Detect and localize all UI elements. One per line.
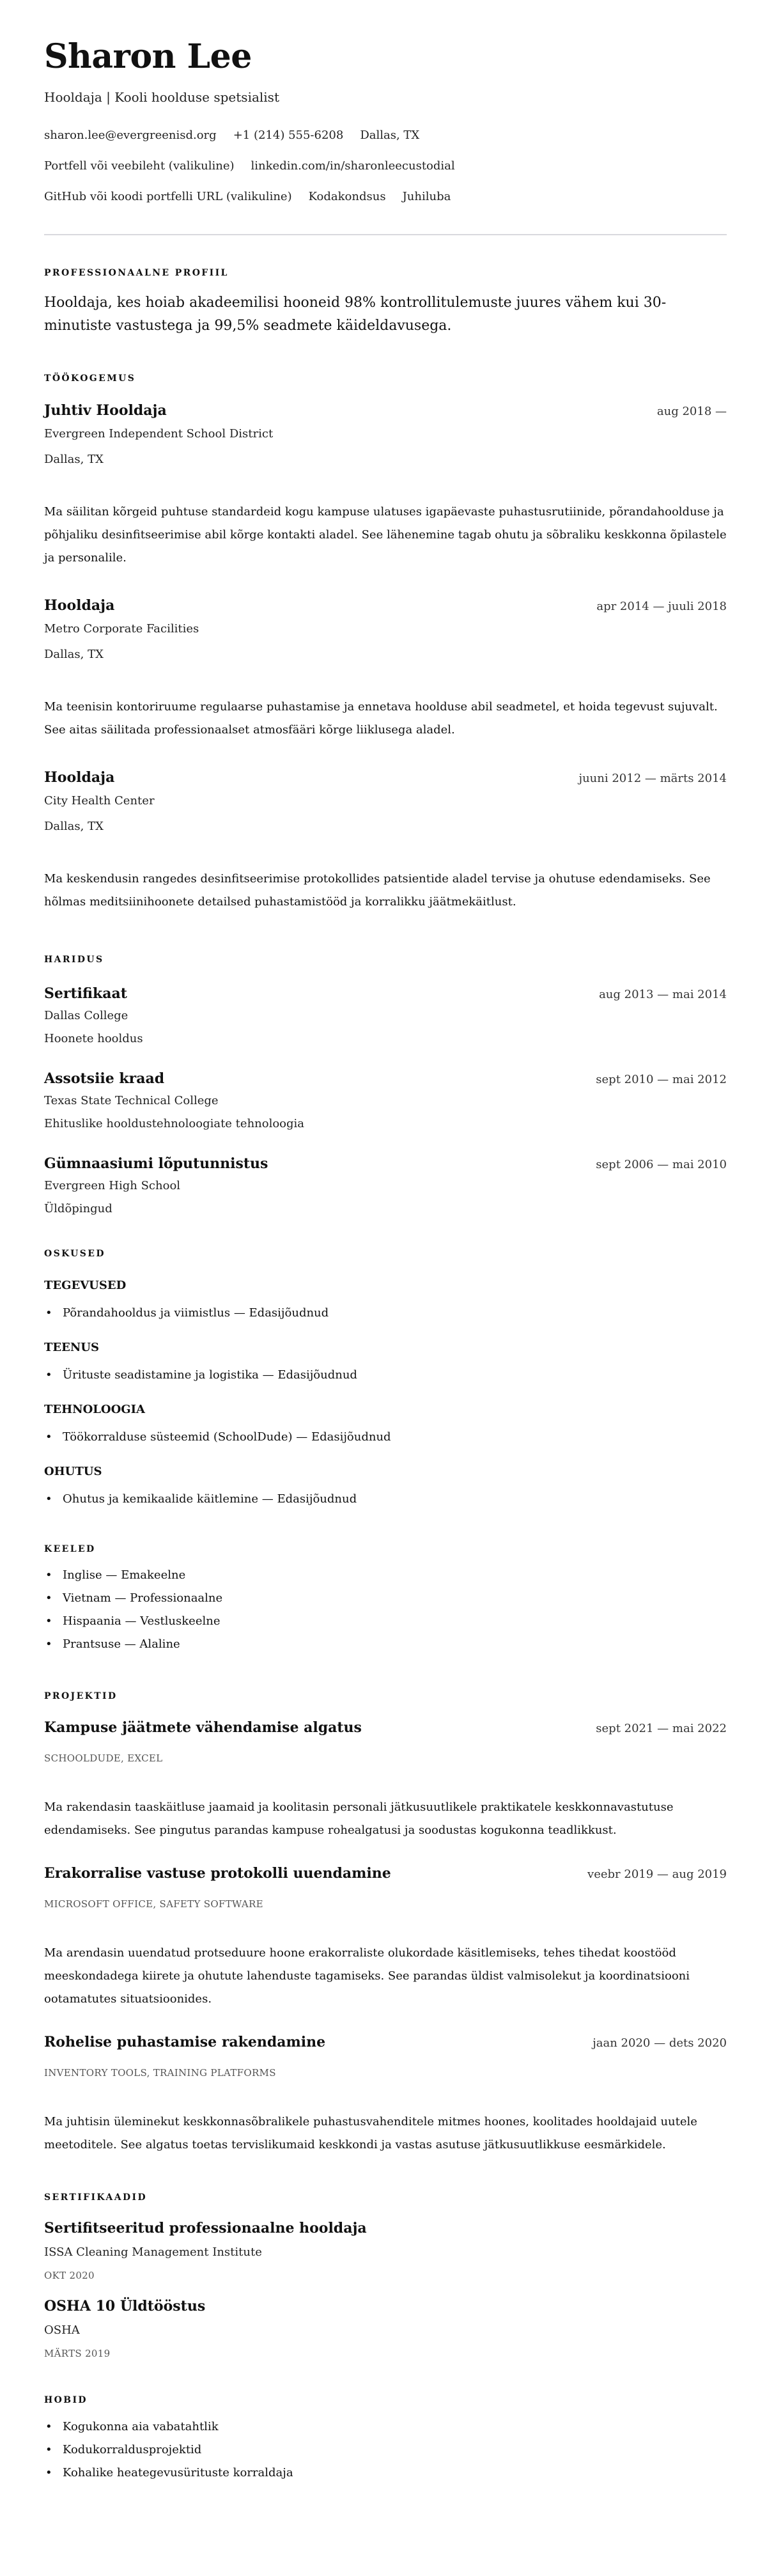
school-name: Evergreen High School bbox=[44, 1179, 181, 1192]
location: Dallas, TX bbox=[360, 129, 420, 142]
experience-entry bbox=[44, 596, 727, 742]
skill-item: • Töökorralduse süsteemid (SchoolDude) — Edasijõudnud bbox=[44, 1429, 727, 1446]
project-tech: INVENTORY TOOLS, TRAINING PLATFORMS bbox=[44, 2067, 276, 2079]
education-section bbox=[44, 953, 727, 1217]
certification-issuer: ISSA Cleaning Management Institute bbox=[44, 2245, 262, 2259]
drivers-license: Juhiluba bbox=[402, 190, 451, 203]
job-title: Hooldaja bbox=[44, 769, 115, 786]
skill-group bbox=[44, 1340, 727, 1384]
school-name: Dallas College bbox=[44, 1009, 128, 1022]
section-heading: KEELED bbox=[44, 1544, 96, 1554]
project-tech: SCHOOLDUDE, EXCEL bbox=[44, 1752, 163, 1764]
contact-row bbox=[44, 159, 727, 174]
project-dates: sept 2021 — mai 2022 bbox=[596, 1722, 727, 1735]
section-heading: PROJEKTID bbox=[44, 1691, 118, 1701]
education-entry bbox=[44, 1154, 727, 1217]
certification-title: OSHA 10 Üldtööstus bbox=[44, 2298, 206, 2314]
phone-number[interactable]: +1 (214) 555-6208 bbox=[233, 129, 344, 142]
job-location: Dallas, TX bbox=[44, 820, 104, 833]
hobby-item: • Kohalike heategevusürituste korraldaja bbox=[44, 2465, 727, 2481]
skill-group bbox=[44, 1402, 727, 1446]
skill-group-title: TEHNOLOOGIA bbox=[44, 1403, 146, 1416]
hobby-item: • Kodukorraldusprojektid bbox=[44, 2442, 727, 2458]
project-description: Ma juhtisin üleminekut keskkonnasõbralikele puhastusvahenditele mitmes hoones, koolitades hooldajaid uutele meetoditele. See algatus toetas tervislikumaid keskkondi ja vastas asutuse jätkusuutlikkuse eesmärkidele. bbox=[44, 2115, 697, 2151]
section-heading: OSKUSED bbox=[44, 1249, 105, 1259]
education-dates: aug 2013 — mai 2014 bbox=[599, 988, 727, 1001]
projects-section bbox=[44, 1690, 727, 2157]
skill-item: • Ohutus ja kemikaalide käitlemine — Edasijõudnud bbox=[44, 1491, 727, 1508]
field-of-study: Ehituslike hooldustehnoloogiate tehnoloogia bbox=[44, 1117, 305, 1130]
section-heading: PROFESSIONAALNE PROFIIL bbox=[44, 268, 229, 278]
company-name: Evergreen Independent School District bbox=[44, 427, 274, 441]
job-location: Dallas, TX bbox=[44, 453, 104, 466]
project-description: Ma rakendasin taaskäitluse jaamaid ja koolitasin personali jätkusuutlikele praktikatele keskkonnavastutuse edendamiseks. See pingutus parandas kampuse rohealgatusi ja soodustas kogukonna teadlikkust. bbox=[44, 1800, 674, 1837]
section-heading: TÖÖKOGEMUS bbox=[44, 373, 136, 384]
skill-group-title: TEGEVUSED bbox=[44, 1279, 127, 1292]
job-description: Ma säilitan kõrgeid puhtuse standardeid kogu kampuse ulatuses igapäevaste puhastusrutiinide, põrandahoolduse ja põhjaliku desinfitseerimise abil kõrge kontakti aladel. See lähenemine tagab ohutu ja sõbraliku keskkonna õpilastele ja personalile. bbox=[44, 505, 727, 565]
project-tech: MICROSOFT OFFICE, SAFETY SOFTWARE bbox=[44, 1898, 263, 1910]
section-heading: SERTIFIKAADID bbox=[44, 2192, 147, 2203]
header-divider bbox=[44, 234, 727, 235]
skill-item: • Ürituste seadistamine ja logistika — Edasijõudnud bbox=[44, 1367, 727, 1384]
email-link[interactable]: sharon.lee@evergreenisd.org bbox=[44, 129, 217, 142]
field-of-study: Üldõpingud bbox=[44, 1202, 112, 1215]
skill-group bbox=[44, 1278, 727, 1322]
certification-entry bbox=[44, 2297, 727, 2360]
contact-row bbox=[44, 128, 727, 143]
candidate-subtitle: Hooldaja | Kooli hoolduse spetsialist bbox=[44, 90, 279, 105]
hobby-item: • Kogukonna aia vabatahtlik bbox=[44, 2419, 727, 2435]
experience-section bbox=[44, 372, 727, 914]
skill-item: • Põrandahooldus ja viimistlus — Edasijõudnud bbox=[44, 1305, 727, 1322]
section-heading: HARIDUS bbox=[44, 955, 104, 965]
job-dates: aug 2018 — bbox=[656, 405, 727, 418]
skill-group-title: OHUTUS bbox=[44, 1465, 102, 1478]
hobbies-section bbox=[44, 2394, 727, 2481]
profile-section bbox=[44, 267, 727, 338]
language-item: • Vietnam — Professionaalne bbox=[44, 1590, 727, 1607]
linkedin-link[interactable]: linkedin.com/in/sharonleecustodial bbox=[251, 159, 455, 173]
education-dates: sept 2010 — mai 2012 bbox=[596, 1073, 727, 1086]
job-location: Dallas, TX bbox=[44, 648, 104, 661]
education-dates: sept 2006 — mai 2010 bbox=[596, 1158, 727, 1171]
project-dates: jaan 2020 — dets 2020 bbox=[593, 2036, 727, 2050]
project-title: Rohelise puhastamise rakendamine bbox=[44, 2034, 326, 2050]
languages-section bbox=[44, 1543, 727, 1653]
language-item: • Hispaania — Vestluskeelne bbox=[44, 1613, 727, 1630]
degree-title: Sertifikaat bbox=[44, 985, 127, 1002]
job-dates: apr 2014 — juuli 2018 bbox=[596, 600, 727, 613]
education-entry bbox=[44, 1069, 727, 1132]
language-item: • Prantsuse — Alaline bbox=[44, 1636, 727, 1653]
skill-group-title: TEENUS bbox=[44, 1341, 99, 1354]
resume-header bbox=[44, 38, 727, 205]
project-entry bbox=[44, 1864, 727, 2011]
job-description: Ma keskendusin rangedes desinfitseerimise protokollides patsientide aladel tervise ja ohutuse edendamiseks. See hõlmas meditsiinihoonete detailsed puhastamistööd ja korralikku jäätmekäitlust. bbox=[44, 872, 711, 909]
skills-section bbox=[44, 1247, 727, 1508]
contact-row bbox=[44, 189, 727, 205]
certification-title: Sertifitseeritud professionaalne hooldaja bbox=[44, 2220, 367, 2236]
github-link[interactable]: GitHub või koodi portfelli URL (valikuline) bbox=[44, 190, 292, 203]
certifications-section bbox=[44, 2191, 727, 2360]
certification-date: MÄRTS 2019 bbox=[44, 2348, 111, 2359]
certification-entry bbox=[44, 2219, 727, 2282]
company-name: Metro Corporate Facilities bbox=[44, 622, 199, 636]
degree-title: Gümnaasiumi lõputunnistus bbox=[44, 1155, 268, 1172]
project-description: Ma arendasin uuendatud protseduure hoone erakorraliste olukordade käsitlemiseks, tehes tihedat koostööd meeskondadega kiirete ja ohutute lahenduste tagamiseks. See parandas üldist valmisolekut ja koordinatsiooni ootamatutes situatsioonides. bbox=[44, 1946, 690, 2006]
company-name: City Health Center bbox=[44, 794, 155, 808]
experience-entry bbox=[44, 768, 727, 914]
school-name: Texas State Technical College bbox=[44, 1094, 219, 1107]
field-of-study: Hoonete hooldus bbox=[44, 1032, 143, 1045]
job-title: Hooldaja bbox=[44, 597, 115, 614]
project-entry bbox=[44, 1718, 727, 1842]
project-title: Kampuse jäätmete vähendamise algatus bbox=[44, 1719, 362, 1736]
candidate-name: Sharon Lee bbox=[44, 37, 252, 76]
education-entry bbox=[44, 984, 727, 1047]
project-dates: veebr 2019 — aug 2019 bbox=[587, 1868, 727, 1881]
profile-text: Hooldaja, kes hoiab akadeemilisi hooneid 98% kontrollitulemuste juures vähem kui 30-minutiste vastustega ja 99,5% seadmete käideldavusega. bbox=[44, 295, 667, 334]
skill-group bbox=[44, 1464, 727, 1508]
language-item: • Inglise — Emakeelne bbox=[44, 1567, 727, 1584]
experience-entry bbox=[44, 401, 727, 570]
portfolio-link[interactable]: Portfell või veebileht (valikuline) bbox=[44, 159, 235, 173]
citizenship: Kodakondsus bbox=[308, 190, 386, 203]
job-dates: juuni 2012 — märts 2014 bbox=[578, 772, 727, 785]
certification-date: OKT 2020 bbox=[44, 2270, 95, 2281]
job-title: Juhtiv Hooldaja bbox=[44, 402, 167, 419]
certification-issuer: OSHA bbox=[44, 2323, 80, 2337]
project-title: Erakorralise vastuse protokolli uuendamine bbox=[44, 1865, 391, 1882]
job-description: Ma teenisin kontoriruume regulaarse puhastamise ja ennetava hoolduse abil seadmetel, et hoida tegevust sujuvalt. See aitas säilitada professionaalset atmosfääri kõrge liiklusega aladel. bbox=[44, 700, 718, 737]
section-heading: HOBID bbox=[44, 2395, 88, 2405]
project-entry bbox=[44, 2033, 727, 2157]
degree-title: Assotsiie kraad bbox=[44, 1070, 165, 1087]
